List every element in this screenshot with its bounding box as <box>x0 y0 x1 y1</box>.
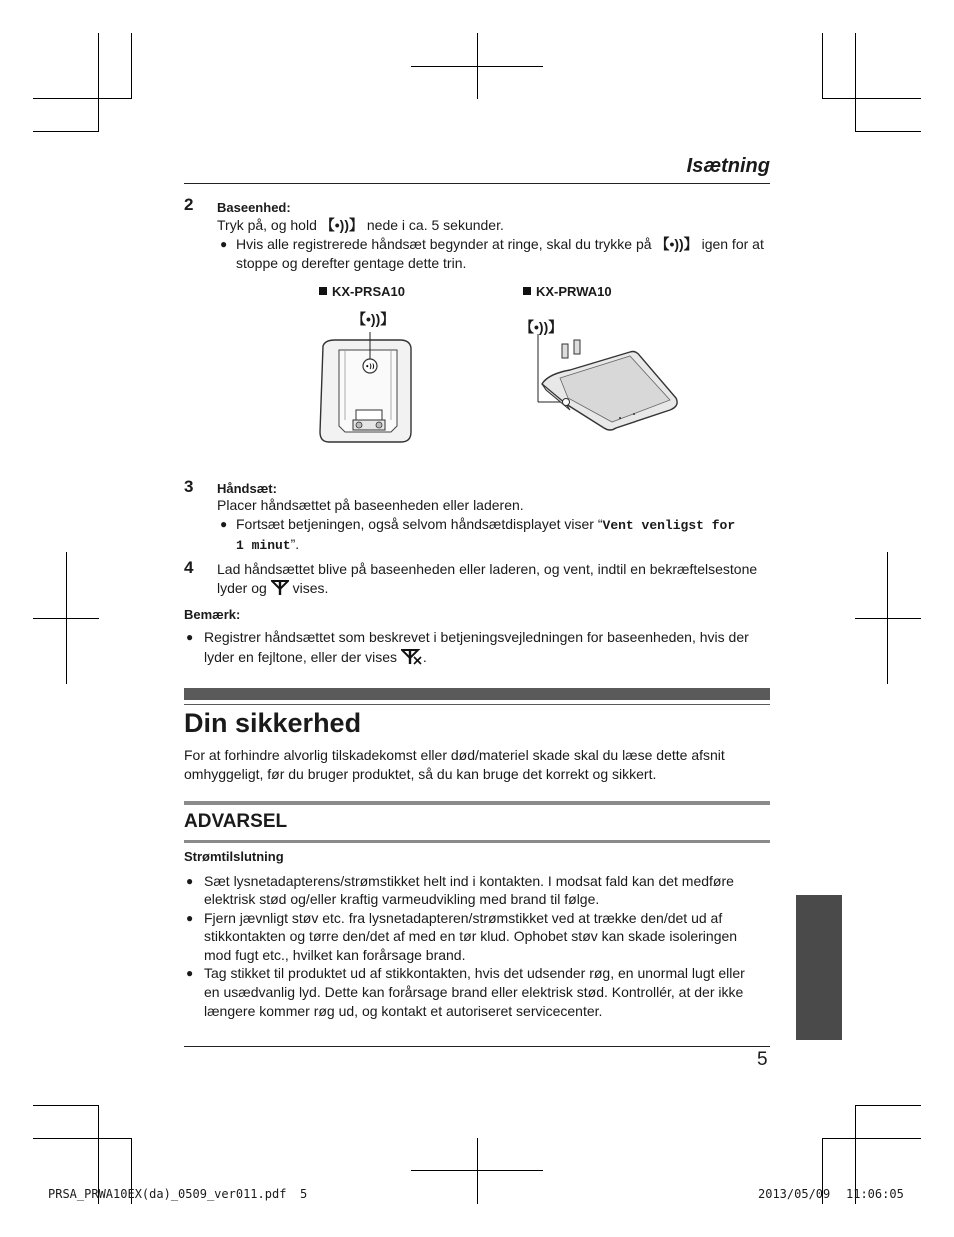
crop-mark <box>822 98 921 99</box>
figure-key-label: 【•))】 <box>520 319 563 335</box>
crop-mark <box>855 33 856 132</box>
broadcast-key-icon: 【•))】 <box>655 236 698 252</box>
crop-mark <box>855 618 921 619</box>
crop-mark <box>411 66 543 67</box>
footer-rule <box>184 1046 770 1047</box>
broadcast-key-icon: 【•))】 <box>320 217 363 233</box>
note-title: Bemærk: <box>184 607 241 622</box>
bullet-dot: ● <box>186 911 194 925</box>
crop-mark <box>98 33 99 132</box>
intro-text: omhyggeligt, før du bruger produktet, så du kan bruge det korrekt og sikkert. <box>184 766 657 782</box>
side-tab <box>796 895 842 1040</box>
warning-text: Fjern jævnligt støv etc. fra lysnetadapteren/strømstikket ved at trække den/det ud af <box>204 910 723 926</box>
bullet-dot: ● <box>186 874 194 888</box>
bullet-dot: ● <box>220 517 228 531</box>
figure-label: KX-PRWA10 <box>523 282 612 301</box>
note-text: Registrer håndsættet som beskrevet i betjeningsvejledningen for baseenheden, hvis der <box>204 629 749 645</box>
crop-mark <box>822 33 823 99</box>
antenna-no-signal-icon <box>401 649 423 665</box>
print-date: 2013/05/09 <box>758 1187 831 1201</box>
crop-mark <box>33 131 99 132</box>
crop-mark <box>33 1105 99 1106</box>
display-text: Vent venligst for <box>602 518 736 533</box>
figure-key-label: 【•))】 <box>352 311 395 327</box>
step-number: 2 <box>184 195 194 214</box>
bullet-dot: ● <box>220 237 228 251</box>
warning-bottom-rule <box>184 840 770 843</box>
crop-mark <box>855 1105 921 1106</box>
crop-mark <box>411 1170 543 1171</box>
section-bar <box>184 688 770 700</box>
repeater-prwa10-illustration <box>530 334 682 436</box>
display-text: 1 minut <box>236 538 291 553</box>
print-time: 11:06:05 <box>846 1187 904 1201</box>
crop-mark <box>477 1138 478 1204</box>
section-heading: Din sikkerhed <box>184 708 362 738</box>
crop-mark <box>33 618 99 619</box>
bullet-dot: ● <box>186 630 194 644</box>
step-title: Håndsæt: <box>217 481 277 496</box>
warning-text: en usædvanlig lyd. Dette kan forårsage brand eller elektrisk stød. Kontrollér, at der ikke <box>204 984 744 1000</box>
step-title: Baseenhed: <box>217 200 291 215</box>
step-bullet-text: stoppe og derefter gentage dette trin. <box>236 255 467 271</box>
bullet-dot: ● <box>186 966 194 980</box>
print-filename: PRSA_PRWA10EX(da)_0509_ver011.pdf <box>48 1187 287 1201</box>
step-number: 4 <box>184 558 194 577</box>
crop-mark <box>131 33 132 99</box>
figure-label: KX-PRSA10 <box>319 282 405 301</box>
step-text: Tryk på, og hold 【•))】 nede i ca. 5 sekunder. <box>217 217 504 233</box>
step-bullet-text: Fortsæt betjeningen, også selvom håndsætdisplayet viser “Vent venligst for <box>236 516 736 533</box>
note-text: lyder en fejltone, eller der vises . <box>204 649 427 665</box>
print-page: 5 <box>300 1187 308 1201</box>
step-text: Lad håndsættet blive på baseenheden eller laderen, og vent, indtil en bekræftelsestone <box>217 561 758 577</box>
charger-prsa10-illustration <box>315 328 415 448</box>
antenna-icon <box>271 580 289 596</box>
crop-mark <box>33 1138 132 1139</box>
warning-text: elektrisk stød og/eller kraftig varmeudvikling med brand til følge. <box>204 891 600 907</box>
warning-text: mod fugt etc., hvilket kan forårsage brand. <box>204 947 466 963</box>
section-rule <box>184 704 770 705</box>
square-marker-icon <box>319 287 327 295</box>
step-text: Placer håndsættet på baseenheden eller laderen. <box>217 497 524 513</box>
page-number: 5 <box>757 1049 768 1070</box>
warning-top-rule <box>184 801 770 805</box>
crop-mark <box>33 98 132 99</box>
section-title: Isætning <box>686 155 770 177</box>
warning-text: Tag stikket til produktet ud af stikkontakten, hvis det udsender røg, en unormal lugt eller <box>204 965 745 981</box>
square-marker-icon <box>523 287 531 295</box>
step-bullet-text: Hvis alle registrerede håndsæt begynder at ringe, skal du trykke på 【•))】 igen for at <box>236 236 764 252</box>
step-text: lyder og vises. <box>217 580 329 596</box>
warning-text: længere kommer røg ud, og kontakt et autoriseret servicecenter. <box>204 1003 603 1019</box>
warning-heading: ADVARSEL <box>184 811 288 832</box>
header-rule <box>184 183 770 184</box>
svg-text:•)): •)) <box>365 363 375 371</box>
warning-text: Sæt lysnetadapterens/strømstikket helt ind i kontakten. I modsat fald kan det medføre <box>204 873 734 889</box>
intro-text: For at forhindre alvorlig tilskadekomst eller død/materiel skade skal du læse dette afsnit <box>184 747 725 763</box>
step-bullet-text: 1 minut”. <box>236 536 300 553</box>
warning-text: stikkontakten og tørre den/det af med en tør klud. Ophobet støv kan skade isoleringen <box>204 928 738 944</box>
step-number: 3 <box>184 477 194 496</box>
crop-mark <box>855 131 921 132</box>
subheading: Strømtilslutning <box>184 849 284 864</box>
crop-mark <box>822 1138 921 1139</box>
